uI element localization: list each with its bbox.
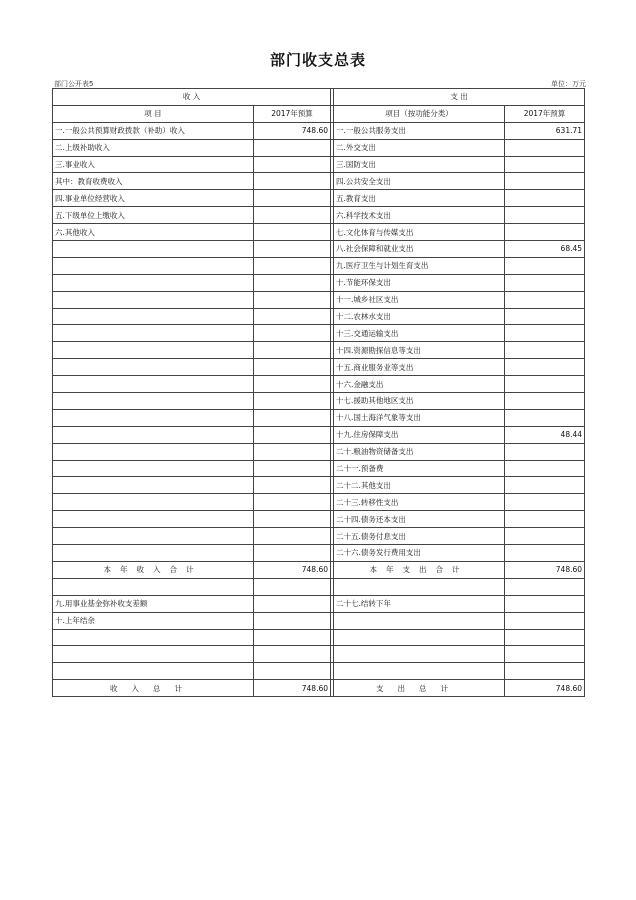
income-item [53,393,254,410]
expense-item: 一.一般公共服务支出 [334,122,505,139]
budget-summary-table [52,88,585,697]
table-row [53,139,585,156]
table-body [53,89,585,697]
expense-amount [505,663,585,680]
table-row [53,646,585,663]
expense-amount: 748.60 [505,680,585,697]
income-amount [254,241,331,258]
table-row [53,578,585,595]
income-item [53,308,254,325]
table-row [53,376,585,393]
income-amount [254,578,331,595]
expense-amount [505,342,585,359]
table-row [53,325,585,342]
income-amount [254,443,331,460]
income-amount [254,393,331,410]
expense-item: 六.科学技术支出 [334,207,505,224]
budget-header-right: 2017年预算 [505,105,585,122]
form-number: 部门公开表5 [54,80,94,88]
expense-amount: 48.44 [505,426,585,443]
income-amount [254,207,331,224]
expense-item: 支出总计 [334,680,505,697]
expense-item: 十九.住房保障支出 [334,426,505,443]
income-amount: 748.60 [254,561,331,578]
expense-item: 三.国防支出 [334,156,505,173]
income-item: 四.事业单位经营收入 [53,190,254,207]
expense-item: 九.医疗卫生与计划生育支出 [334,257,505,274]
income-amount [254,595,331,612]
expense-item: 四.公共安全支出 [334,173,505,190]
table-row [53,291,585,308]
income-item [53,342,254,359]
expense-amount: 631.71 [505,122,585,139]
expense-item: 本年支出合计 [334,561,505,578]
grand-total-row [53,680,585,697]
income-amount [254,325,331,342]
income-amount [254,291,331,308]
table-row [53,156,585,173]
expense-amount [505,545,585,562]
income-item: 本年收入合计 [53,561,254,578]
table-row [53,494,585,511]
table-row [53,241,585,258]
table-row [53,190,585,207]
expense-amount [505,359,585,376]
expense-amount: 748.60 [505,561,585,578]
table-row [53,426,585,443]
expense-item [334,629,505,646]
income-amount [254,477,331,494]
income-amount [254,511,331,528]
table-row [53,308,585,325]
table-row [53,342,585,359]
expense-amount [505,308,585,325]
income-item [53,325,254,342]
income-item: 五.下级单位上缴收入 [53,207,254,224]
income-amount [254,426,331,443]
income-item [53,578,254,595]
expense-amount [505,528,585,545]
income-item [53,291,254,308]
table-row [53,511,585,528]
expense-item: 二十四.债务还本支出 [334,511,505,528]
table-row [53,595,585,612]
expense-item: 十三.交通运输支出 [334,325,505,342]
item-header: 项 目 [53,105,254,122]
income-amount [254,139,331,156]
income-amount [254,257,331,274]
income-amount [254,409,331,426]
income-amount [254,629,331,646]
income-amount [254,612,331,629]
expense-amount [505,393,585,410]
expense-amount [505,443,585,460]
income-item [53,274,254,291]
expense-item: 七.文化体育与传媒支出 [334,224,505,241]
income-item [53,409,254,426]
expense-item: 十八.国土海洋气象等支出 [334,409,505,426]
expense-item: 十六.金融支出 [334,376,505,393]
table-row [53,409,585,426]
expense-amount [505,257,585,274]
expense-amount [505,511,585,528]
income-item [53,663,254,680]
income-amount [254,190,331,207]
expense-item: 十七.援助其他地区支出 [334,393,505,410]
expense-item: 二十五.债务付息支出 [334,528,505,545]
expense-item: 二十六.债务发行费用支出 [334,545,505,562]
income-item: 九.用事业基金弥补收支差额 [53,595,254,612]
expense-amount [505,494,585,511]
income-amount [254,359,331,376]
income-amount: 748.60 [254,122,331,139]
expense-amount [505,646,585,663]
expense-amount [505,376,585,393]
table-row [53,173,585,190]
table-row [53,274,585,291]
expense-item: 二十一.预备费 [334,460,505,477]
expense-amount [505,207,585,224]
income-amount [254,274,331,291]
expense-item: 十一.城乡社区支出 [334,291,505,308]
income-item [53,460,254,477]
page-title: 部门收支总表 [269,51,366,69]
expense-amount [505,274,585,291]
income-item [53,646,254,663]
expense-item [334,578,505,595]
income-amount [254,646,331,663]
expense-header: 支 出 [334,89,585,106]
income-amount [254,663,331,680]
income-item [53,477,254,494]
item-func-header: 项目（按功能分类） [334,105,505,122]
income-item [53,426,254,443]
table-row [53,663,585,680]
expense-amount [505,629,585,646]
expense-item: 十.节能环保支出 [334,274,505,291]
expense-amount [505,190,585,207]
expense-amount [505,156,585,173]
expense-amount [505,460,585,477]
income-item: 其中：教育收费收入 [53,173,254,190]
table-row [53,612,585,629]
expense-item: 二十七.结转下年 [334,595,505,612]
column-header-row [53,105,585,122]
income-amount [254,308,331,325]
income-item: 十.上年结余 [53,612,254,629]
income-item [53,376,254,393]
income-item [53,359,254,376]
expense-item: 二.外交支出 [334,139,505,156]
income-amount [254,224,331,241]
table-row [53,629,585,646]
income-item: 六.其他收入 [53,224,254,241]
income-item [53,494,254,511]
income-item [53,528,254,545]
expense-item: 二十三.转移性支出 [334,494,505,511]
expense-amount [505,595,585,612]
table-row [53,443,585,460]
expense-amount [505,224,585,241]
income-amount [254,528,331,545]
expense-amount [505,139,585,156]
expense-amount [505,409,585,426]
income-amount: 748.60 [254,680,331,697]
expense-amount [505,477,585,494]
expense-item: 十二.农林水支出 [334,308,505,325]
income-amount [254,494,331,511]
expense-item: 五.教育支出 [334,190,505,207]
income-item [53,629,254,646]
section-header-row [53,89,585,106]
table-row [53,393,585,410]
income-amount [254,460,331,477]
table-row [53,528,585,545]
expense-item [334,612,505,629]
income-amount [254,376,331,393]
expense-amount [505,173,585,190]
expense-item: 二十二.其他支出 [334,477,505,494]
expense-item [334,646,505,663]
expense-amount [505,612,585,629]
income-item: 收入总计 [53,680,254,697]
expense-item: 十四.资源勘探信息等支出 [334,342,505,359]
income-item [53,257,254,274]
income-item [53,511,254,528]
income-amount [254,173,331,190]
budget-header-left: 2017年预算 [254,105,331,122]
table-row [53,359,585,376]
income-item [53,545,254,562]
expense-item [334,663,505,680]
table-row [53,477,585,494]
income-item: 一.一般公共预算财政拨款（补助）收入 [53,122,254,139]
income-item [53,241,254,258]
year-total-row [53,561,585,578]
table-row [53,257,585,274]
expense-amount [505,325,585,342]
expense-amount [505,291,585,308]
income-item: 三.事业收入 [53,156,254,173]
income-amount [254,342,331,359]
unit-label: 单位：万元 [551,80,586,88]
income-header: 收 入 [53,89,331,106]
expense-item: 八.社会保障和就业支出 [334,241,505,258]
income-item: 二.上级补助收入 [53,139,254,156]
income-amount [254,545,331,562]
expense-item: 二十.粮油物资储备支出 [334,443,505,460]
expense-amount: 68.45 [505,241,585,258]
income-item [53,443,254,460]
expense-item: 十五.商业服务业等支出 [334,359,505,376]
table-row [53,207,585,224]
table-row [53,122,585,139]
table-row [53,224,585,241]
table-row [53,460,585,477]
income-amount [254,156,331,173]
expense-amount [505,578,585,595]
table-row [53,545,585,562]
